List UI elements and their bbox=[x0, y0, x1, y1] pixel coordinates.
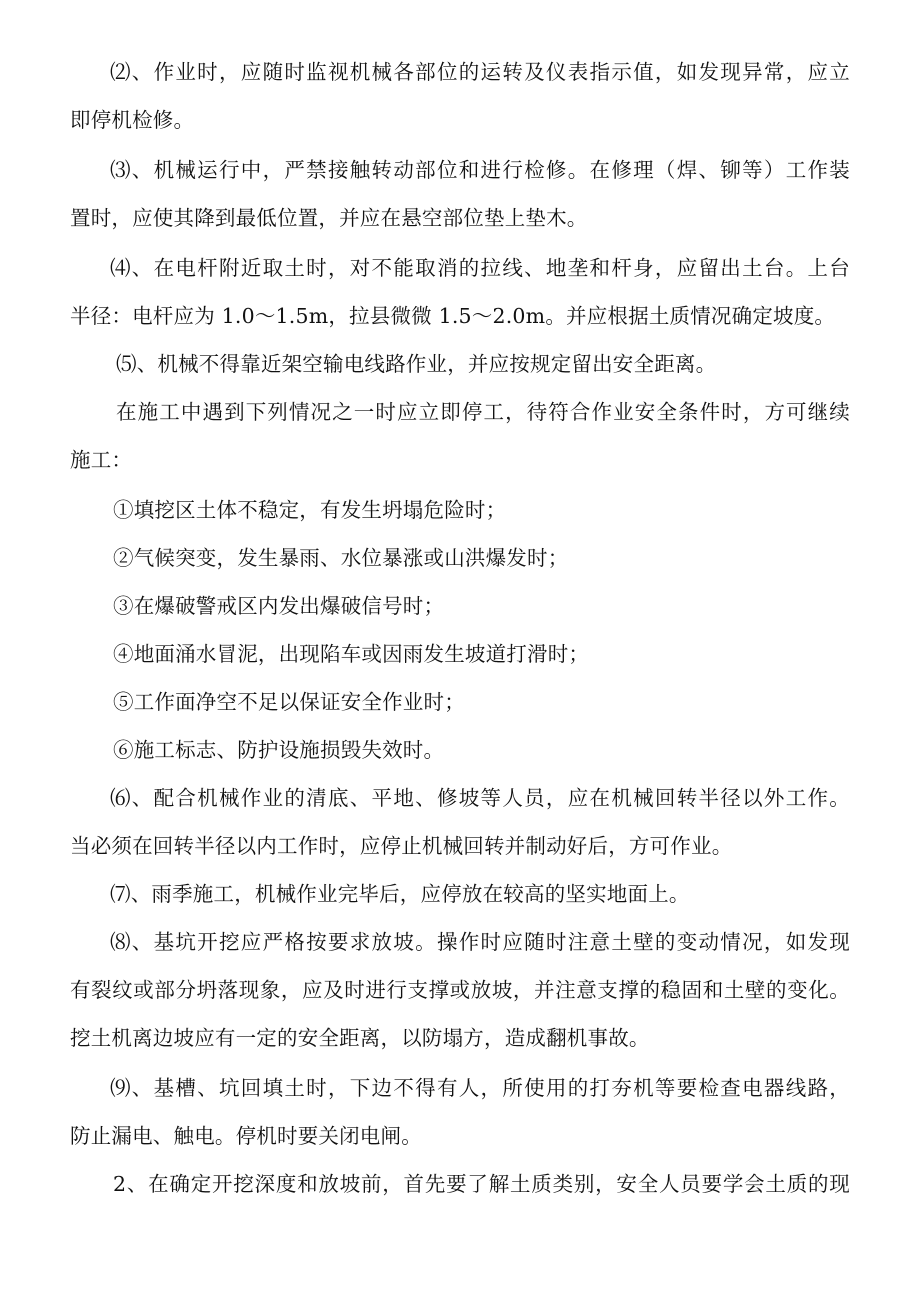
paragraph-line: 防止漏电、触电。停机时要关闭电闸。 bbox=[70, 1124, 422, 1148]
paragraph-line: ⑼、基槽、坑回填土时，下边不得有人，所使用的打夯机等要检查电器线路， bbox=[110, 1076, 850, 1100]
paragraph-line: 2、在确定开挖深度和放坡前，首先要了解土质类别，安全人员要学会土质的现 bbox=[113, 1172, 850, 1196]
list-item: ②气候突变，发生暴雨、水位暴涨或山洪爆发时； bbox=[113, 546, 569, 570]
paragraph-line: ⑵、作业时，应随时监视机械各部位的运转及仪表指示值，如发现异常，应立 bbox=[110, 60, 850, 84]
list-item: ⑥施工标志、防护设施损毁失效时。 bbox=[113, 738, 445, 762]
list-item: ⑤工作面净空不足以保证安全作业时； bbox=[113, 690, 465, 714]
paragraph-line: 半径：电杆应为 1.0～1.5m，拉县微微 1.5～2.0m。并应根据土质情况确定坡度。 bbox=[70, 304, 836, 328]
paragraph-line: ⑷、在电杆附近取土时，对不能取消的拉线、地垄和杆身，应留出土台。上台 bbox=[110, 256, 850, 280]
paragraph-line: ⑺、雨季施工，机械作业完毕后，应停放在较高的坚实地面上。 bbox=[110, 882, 690, 906]
list-item: ①填挖区土体不稳定，有发生坍塌危险时； bbox=[113, 498, 507, 522]
paragraph-line: 即停机检修。 bbox=[70, 108, 195, 132]
paragraph-line: 置时，应使其降到最低位置，并应在悬空部位垫上垫木。 bbox=[70, 206, 588, 230]
paragraph-line: 施工： bbox=[70, 448, 133, 472]
paragraph-line: 在施工中遇到下列情况之一时应立即停工，待符合作业安全条件时，方可继续 bbox=[116, 400, 850, 424]
paragraph-line: ⑸、机械不得靠近架空输电线路作业，并应按规定留出安全距离。 bbox=[116, 352, 717, 376]
paragraph-line: 当必须在回转半径以内工作时，应停止机械回转并制动好后，方可作业。 bbox=[70, 834, 733, 858]
paragraph-line: 有裂纹或部分坍落现象，应及时进行支撑或放坡，并注意支撑的稳固和土壁的变化。 bbox=[70, 978, 850, 1002]
list-item: ③在爆破警戒区内发出爆破信号时； bbox=[113, 594, 445, 618]
paragraph-line: ⑻、基坑开挖应严格按要求放坡。操作时应随时注意土壁的变动情况，如发现 bbox=[110, 930, 850, 954]
paragraph-line: ⑶、机械运行中，严禁接触转动部位和进行检修。在修理（焊、铆等）工作装 bbox=[110, 158, 850, 182]
list-item: ④地面涌水冒泥，出现陷车或因雨发生坡道打滑时； bbox=[113, 642, 590, 666]
paragraph-line: ⑹、配合机械作业的清底、平地、修坡等人员，应在机械回转半径以外工作。 bbox=[110, 786, 850, 810]
paragraph-line: 挖土机离边坡应有一定的安全距离，以防塌方，造成翻机事故。 bbox=[70, 1026, 650, 1050]
